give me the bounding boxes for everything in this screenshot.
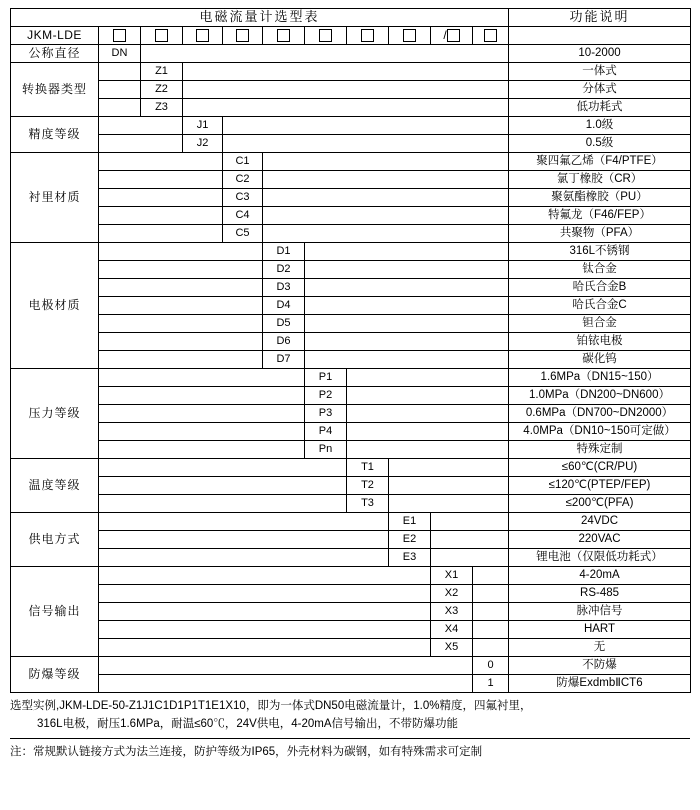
desc-cell: 碳化钨 bbox=[509, 351, 691, 369]
code-cell[interactable]: T2 bbox=[347, 477, 389, 495]
table-row bbox=[11, 585, 691, 603]
code-cell[interactable]: D5 bbox=[263, 315, 305, 333]
code-cell[interactable]: E1 bbox=[389, 513, 431, 531]
blank-cell bbox=[99, 315, 263, 333]
blank-cell bbox=[389, 459, 509, 477]
blank-cell bbox=[473, 621, 509, 639]
blank-cell bbox=[99, 657, 473, 675]
blank-cell bbox=[305, 351, 509, 369]
blank-cell bbox=[99, 279, 263, 297]
blank-cell bbox=[99, 621, 431, 639]
blank-cell bbox=[347, 423, 509, 441]
desc-cell: 0.6MPa（DN700~DN2000） bbox=[509, 405, 691, 423]
desc-cell: 0.5级 bbox=[509, 135, 691, 153]
blank-cell bbox=[431, 531, 509, 549]
blank-cell bbox=[389, 477, 509, 495]
table-row bbox=[11, 189, 691, 207]
desc-cell: ≤200℃(PFA) bbox=[509, 495, 691, 513]
checkbox-icon bbox=[447, 29, 460, 42]
checkbox-cell-4[interactable] bbox=[223, 27, 263, 45]
desc-cell: 氯丁橡胶（CR） bbox=[509, 171, 691, 189]
table-row bbox=[11, 261, 691, 279]
blank-cell bbox=[99, 135, 183, 153]
table-title: 电磁流量计选型表 bbox=[11, 9, 509, 27]
blank-cell bbox=[99, 153, 223, 171]
code-cell[interactable]: X3 bbox=[431, 603, 473, 621]
blank-cell bbox=[99, 477, 347, 495]
function-header: 功能说明 bbox=[509, 9, 691, 27]
blank-cell bbox=[99, 495, 347, 513]
table-row bbox=[11, 477, 691, 495]
checkbox-cell-9[interactable] bbox=[473, 27, 509, 45]
blank-cell bbox=[99, 171, 223, 189]
blank-cell bbox=[389, 495, 509, 513]
table-row bbox=[11, 675, 691, 693]
group-label-electrode-material: 电极材质 bbox=[11, 243, 99, 369]
table-row bbox=[11, 549, 691, 567]
table-row bbox=[11, 99, 691, 117]
table-row bbox=[11, 603, 691, 621]
group-label-explosion-proof: 防爆等级 bbox=[11, 657, 99, 693]
blank-cell bbox=[305, 333, 509, 351]
desc-cell: 共聚物（PFA） bbox=[509, 225, 691, 243]
desc-cell: 一体式 bbox=[509, 63, 691, 81]
blank-cell bbox=[99, 549, 389, 567]
code-cell[interactable]: C3 bbox=[223, 189, 263, 207]
desc-cell: 哈氏合金B bbox=[509, 279, 691, 297]
blank-cell bbox=[473, 567, 509, 585]
desc-cell: 4-20mA bbox=[509, 567, 691, 585]
blank-cell bbox=[99, 369, 305, 387]
checkbox-cell-8[interactable] bbox=[389, 27, 431, 45]
blank-cell bbox=[99, 99, 141, 117]
table-row bbox=[11, 495, 691, 513]
checkbox-icon bbox=[403, 29, 416, 42]
example-line-2: 316L电极，耐压1.6MPa，耐温≤60℃，24V供电，4-20mA信号输出，不带防爆功能 bbox=[37, 717, 459, 730]
group-label-nominal-diameter: 公称直径 bbox=[11, 45, 99, 63]
blank-cell bbox=[473, 639, 509, 657]
code-cell[interactable]: C4 bbox=[223, 207, 263, 225]
code-cell[interactable]: Z1 bbox=[141, 63, 183, 81]
group-label-lining-material: 衬里材质 bbox=[11, 153, 99, 243]
table-row bbox=[11, 333, 691, 351]
desc-cell: ≤60℃(CR/PU) bbox=[509, 459, 691, 477]
blank-cell bbox=[99, 207, 223, 225]
blank-cell bbox=[99, 189, 223, 207]
blank-cell bbox=[347, 369, 509, 387]
blank-cell bbox=[263, 189, 509, 207]
checkbox-cell-5[interactable] bbox=[263, 27, 305, 45]
checkbox-cell-6[interactable] bbox=[305, 27, 347, 45]
table-row bbox=[11, 423, 691, 441]
blank-cell bbox=[183, 63, 509, 81]
blank-cell bbox=[99, 261, 263, 279]
code-cell[interactable]: X4 bbox=[431, 621, 473, 639]
table-header-row bbox=[11, 9, 691, 27]
table-row bbox=[11, 207, 691, 225]
code-cell[interactable]: T3 bbox=[347, 495, 389, 513]
table-row bbox=[11, 315, 691, 333]
blank-cell bbox=[99, 675, 473, 693]
code-cell[interactable]: P3 bbox=[305, 405, 347, 423]
blank-cell bbox=[99, 117, 183, 135]
table-row bbox=[11, 657, 691, 675]
desc-cell: 铂铱电极 bbox=[509, 333, 691, 351]
desc-cell: 聚四氟乙烯（F4/PTFE） bbox=[509, 153, 691, 171]
note-block bbox=[10, 744, 690, 762]
desc-cell: 低功耗式 bbox=[509, 99, 691, 117]
table-row bbox=[11, 63, 691, 81]
checkbox-icon bbox=[277, 29, 290, 42]
checkbox-icon bbox=[196, 29, 209, 42]
blank-cell bbox=[347, 387, 509, 405]
blank-cell bbox=[99, 333, 263, 351]
code-cell[interactable]: C5 bbox=[223, 225, 263, 243]
notes-block bbox=[10, 698, 690, 734]
blank-cell bbox=[431, 513, 509, 531]
desc-cell: 24VDC bbox=[509, 513, 691, 531]
blank-cell bbox=[183, 81, 509, 99]
blank-cell bbox=[99, 603, 431, 621]
checkbox-icon bbox=[113, 29, 126, 42]
desc-cell: 特殊定制 bbox=[509, 441, 691, 459]
code-cell[interactable]: D1 bbox=[263, 243, 305, 261]
code-cell[interactable]: DN bbox=[99, 45, 141, 63]
code-cell[interactable]: 1 bbox=[473, 675, 509, 693]
table-row bbox=[11, 387, 691, 405]
blank-cell bbox=[99, 513, 389, 531]
table-row bbox=[11, 621, 691, 639]
blank-cell bbox=[99, 243, 263, 261]
example-line-1: 选型实例,JKM-LDE-50-Z1J1C1D1P1T1E1X10，即为一体式DN50电磁流量计，1.0%精度，四氟衬里， bbox=[10, 700, 532, 712]
desc-cell: RS-485 bbox=[509, 585, 691, 603]
code-cell[interactable]: X5 bbox=[431, 639, 473, 657]
model-code: JKM-LDE bbox=[11, 27, 99, 45]
blank-cell bbox=[305, 297, 509, 315]
blank-cell bbox=[99, 351, 263, 369]
blank-cell bbox=[99, 297, 263, 315]
desc-cell: 无 bbox=[509, 639, 691, 657]
blank-cell bbox=[305, 243, 509, 261]
notes-divider bbox=[10, 738, 690, 739]
table-row bbox=[11, 639, 691, 657]
checkbox-icon bbox=[319, 29, 332, 42]
blank-cell bbox=[99, 441, 305, 459]
table-row bbox=[11, 117, 691, 135]
code-cell[interactable]: C2 bbox=[223, 171, 263, 189]
table-row bbox=[11, 153, 691, 171]
code-cell[interactable]: T1 bbox=[347, 459, 389, 477]
table-row bbox=[11, 171, 691, 189]
blank-cell bbox=[347, 441, 509, 459]
desc-cell: 220VAC bbox=[509, 531, 691, 549]
desc-cell: 1.0级 bbox=[509, 117, 691, 135]
code-cell[interactable]: P4 bbox=[305, 423, 347, 441]
table-row bbox=[11, 297, 691, 315]
checkbox-icon bbox=[484, 29, 497, 42]
desc-cell: 316L不锈钢 bbox=[509, 243, 691, 261]
desc-cell: 分体式 bbox=[509, 81, 691, 99]
code-cell[interactable]: D6 bbox=[263, 333, 305, 351]
group-label-accuracy: 精度等级 bbox=[11, 117, 99, 153]
blank-cell bbox=[99, 405, 305, 423]
table-row bbox=[11, 81, 691, 99]
model-desc-blank bbox=[509, 27, 691, 45]
blank-cell bbox=[99, 531, 389, 549]
desc-cell: 哈氏合金C bbox=[509, 297, 691, 315]
table-row bbox=[11, 567, 691, 585]
code-cell[interactable]: C1 bbox=[223, 153, 263, 171]
blank-cell bbox=[99, 585, 431, 603]
desc-cell: 锂电池（仅限低功耗式） bbox=[509, 549, 691, 567]
desc-cell: 1.0MPa（DN200~DN600） bbox=[509, 387, 691, 405]
code-cell[interactable]: Z2 bbox=[141, 81, 183, 99]
blank-cell bbox=[305, 261, 509, 279]
slash-checkbox-cell[interactable] bbox=[431, 27, 473, 45]
blank-cell bbox=[99, 63, 141, 81]
code-cell[interactable]: D3 bbox=[263, 279, 305, 297]
code-cell[interactable]: P1 bbox=[305, 369, 347, 387]
table-row bbox=[11, 369, 691, 387]
desc-cell: 不防爆 bbox=[509, 657, 691, 675]
code-cell[interactable]: X1 bbox=[431, 567, 473, 585]
group-label-signal-output: 信号输出 bbox=[11, 567, 99, 657]
blank-cell bbox=[263, 225, 509, 243]
checkbox-cell-3[interactable] bbox=[183, 27, 223, 45]
code-cell[interactable]: Pn bbox=[305, 441, 347, 459]
code-cell[interactable]: E3 bbox=[389, 549, 431, 567]
blank-cell bbox=[99, 81, 141, 99]
code-cell[interactable]: Z3 bbox=[141, 99, 183, 117]
blank-cell bbox=[263, 171, 509, 189]
blank-cell bbox=[223, 117, 509, 135]
checkbox-icon bbox=[236, 29, 249, 42]
code-cell[interactable]: J2 bbox=[183, 135, 223, 153]
table-row bbox=[11, 531, 691, 549]
desc-cell: 1.6MPa（DN15~150） bbox=[509, 369, 691, 387]
table-row bbox=[11, 225, 691, 243]
code-cell[interactable]: J1 bbox=[183, 117, 223, 135]
blank-cell bbox=[263, 207, 509, 225]
checkbox-cell-7[interactable] bbox=[347, 27, 389, 45]
desc-cell: 聚氨酯橡胶（PU） bbox=[509, 189, 691, 207]
blank-cell bbox=[99, 459, 347, 477]
desc-cell: HART bbox=[509, 621, 691, 639]
blank-cell bbox=[99, 225, 223, 243]
code-cell[interactable]: X2 bbox=[431, 585, 473, 603]
code-cell[interactable]: E2 bbox=[389, 531, 431, 549]
blank-cell bbox=[99, 567, 431, 585]
blank-cell bbox=[183, 99, 509, 117]
slash-separator: / bbox=[443, 27, 447, 42]
checkbox-icon bbox=[155, 29, 168, 42]
desc-cell: 10-2000 bbox=[509, 45, 691, 63]
desc-cell: 4.0MPa（DN10~150可定做） bbox=[509, 423, 691, 441]
desc-cell: 钽合金 bbox=[509, 315, 691, 333]
code-cell[interactable]: D7 bbox=[263, 351, 305, 369]
blank-cell bbox=[305, 315, 509, 333]
model-row bbox=[11, 27, 691, 45]
blank-cell bbox=[473, 585, 509, 603]
table-row bbox=[11, 351, 691, 369]
table-row bbox=[11, 459, 691, 477]
table-row bbox=[11, 135, 691, 153]
desc-cell: ≤120℃(PTEP/FEP) bbox=[509, 477, 691, 495]
desc-cell: 特氟龙（F46/FEP） bbox=[509, 207, 691, 225]
blank-cell bbox=[99, 639, 431, 657]
code-cell[interactable]: D2 bbox=[263, 261, 305, 279]
group-label-pressure-rating: 压力等级 bbox=[11, 369, 99, 459]
table-row bbox=[11, 243, 691, 261]
group-label-converter-type: 转换器类型 bbox=[11, 63, 99, 117]
table-row bbox=[11, 441, 691, 459]
blank-cell bbox=[263, 153, 509, 171]
checkbox-cell-1[interactable] bbox=[99, 27, 141, 45]
desc-cell: 钛合金 bbox=[509, 261, 691, 279]
code-cell[interactable]: D4 bbox=[263, 297, 305, 315]
blank-cell bbox=[347, 405, 509, 423]
blank-cell bbox=[223, 135, 509, 153]
spec-table-body bbox=[11, 9, 691, 693]
checkbox-icon bbox=[361, 29, 374, 42]
group-label-power-supply: 供电方式 bbox=[11, 513, 99, 567]
checkbox-cell-2[interactable] bbox=[141, 27, 183, 45]
blank-cell bbox=[305, 279, 509, 297]
table-row bbox=[11, 405, 691, 423]
blank-cell bbox=[431, 549, 509, 567]
note-line: 注：常规默认链接方式为法兰连接，防护等级为IP65，外壳材料为碳钢，如有特殊需求可定制 bbox=[10, 745, 483, 758]
table-row bbox=[11, 279, 691, 297]
table-row bbox=[11, 513, 691, 531]
blank-cell bbox=[99, 387, 305, 405]
desc-cell: 脉冲信号 bbox=[509, 603, 691, 621]
blank-cell bbox=[141, 45, 509, 63]
group-label-temperature-rating: 温度等级 bbox=[11, 459, 99, 513]
code-cell[interactable]: 0 bbox=[473, 657, 509, 675]
spec-table bbox=[10, 8, 691, 693]
table-row bbox=[11, 45, 691, 63]
code-cell[interactable]: P2 bbox=[305, 387, 347, 405]
desc-cell: 防爆ExdmbⅡCT6 bbox=[509, 675, 691, 693]
blank-cell bbox=[473, 603, 509, 621]
blank-cell bbox=[99, 423, 305, 441]
